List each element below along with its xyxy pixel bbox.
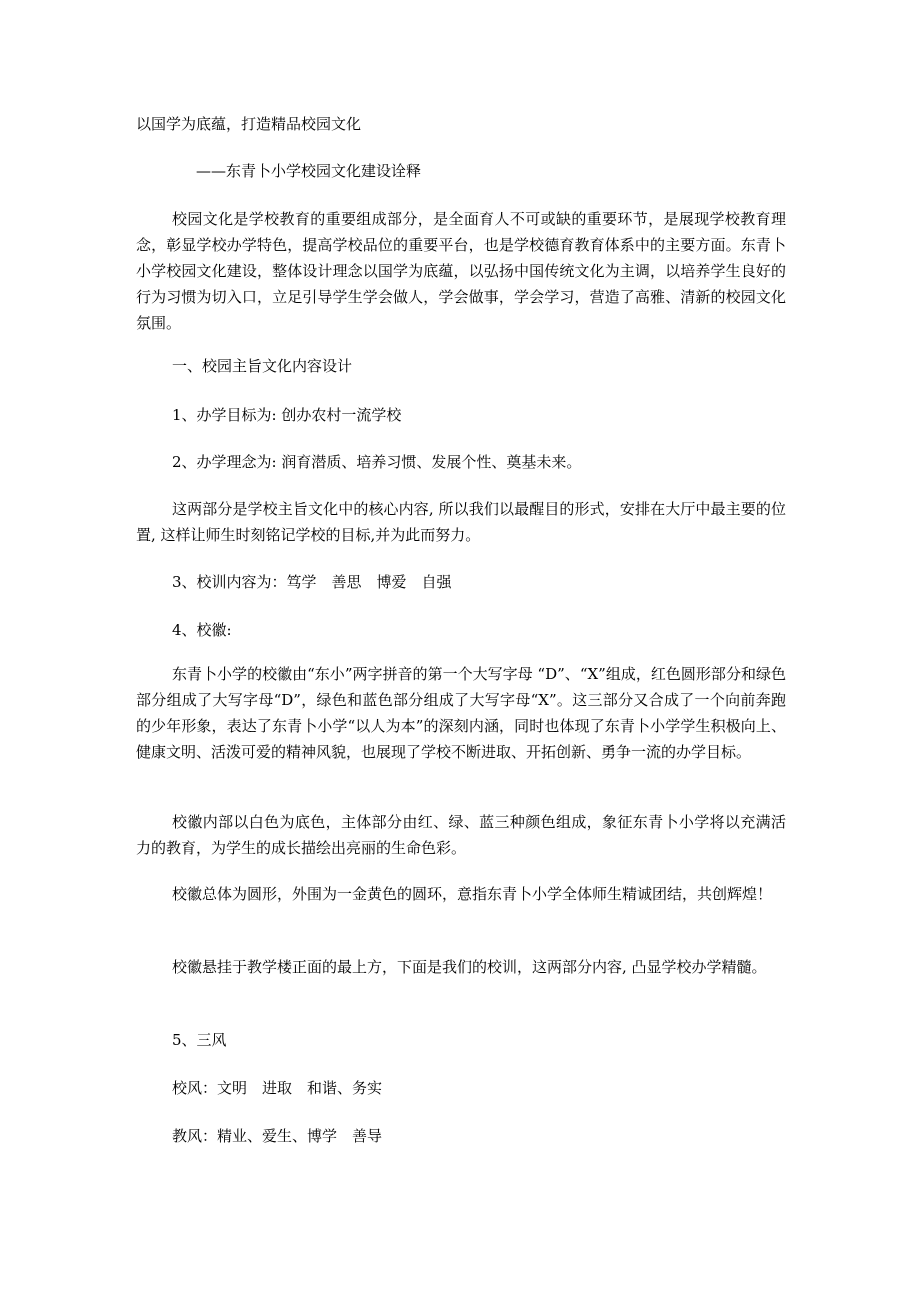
school-emblem-heading: 4、校徽: <box>172 621 232 639</box>
school-motto-item: 3、校训内容为：笃学 善思 博爱 自强 <box>172 573 452 591</box>
emblem-paragraph-3: 校徽总体为圆形，外围为一金黄色的圆环，意指东青卜小学全体师生精诚团结，共创辉煌！ <box>172 885 773 903</box>
emblem-paragraph-1: 东青卜小学的校徽由“东小”两字拼音的第一个大写字母 “D”、“X”组成，红色圆形部分和绿色部分组成了大写字母“D”，绿色和蓝色部分组成了大写字母“X”。这三部分又合成了一个向前奔跑的少年形象，表达了东青卜小学“以人为本”的深刻内涵，同时也体现了东青卜小学学生积极向上、健康文明、活泼可爱的精神风貌，也展现了学校不断进取、开拓创新、勇争一流的办学目标。 <box>136 665 786 761</box>
school-philosophy-item: 2、办学理念为: 润育潜质、培养习惯、发展个性、奠基未来。 <box>172 453 582 471</box>
school-goal-item: 1、办学目标为: 创办农村一流学校 <box>172 406 402 424</box>
section-heading-1: 一、校园主旨文化内容设计 <box>172 357 353 375</box>
emblem-paragraph-4: 校徽悬挂于教学楼正面的最上方，下面是我们的校训，这两部分内容, 凸显学校办学精髓。 <box>172 958 767 976</box>
document-subtitle: ——东青卜小学校园文化建设诠释 <box>196 162 422 180</box>
core-content-paragraph: 这两部分是学校主旨文化中的核心内容, 所以我们以最醒目的形式，安排在大厅中最主要的位置, 这样让师生时刻铭记学校的目标,并为此而努力。 <box>136 500 786 544</box>
school-style-line: 校风：文明 进取 和谐、务实 <box>172 1079 383 1097</box>
document-title: 以国学为底蕴，打造精品校园文化 <box>136 115 362 133</box>
emblem-paragraph-2: 校徽内部以白色为底色，主体部分由红、绿、蓝三种颜色组成，象征东青卜小学将以充满活力的教育，为学生的成长描绘出亮丽的生命色彩。 <box>136 813 786 857</box>
intro-paragraph: 校园文化是学校教育的重要组成部分，是全面育人不可或缺的重要环节，是展现学校教育理念，彰显学校办学特色，提高学校品位的重要平台，也是学校德育教育体系中的主要方面。东青卜小学校园文化建设，整体设计理念以国学为底蕴，以弘扬中国传统文化为主调，以培养学生良好的行为习惯为切入口，立足引导学生学会做人，学会做事，学会学习，营造了高雅、清新的校园文化氛围。 <box>136 210 786 332</box>
three-styles-heading: 5、三风 <box>172 1031 227 1049</box>
teaching-style-line: 教风：精业、爱生、博学 善导 <box>172 1127 383 1145</box>
